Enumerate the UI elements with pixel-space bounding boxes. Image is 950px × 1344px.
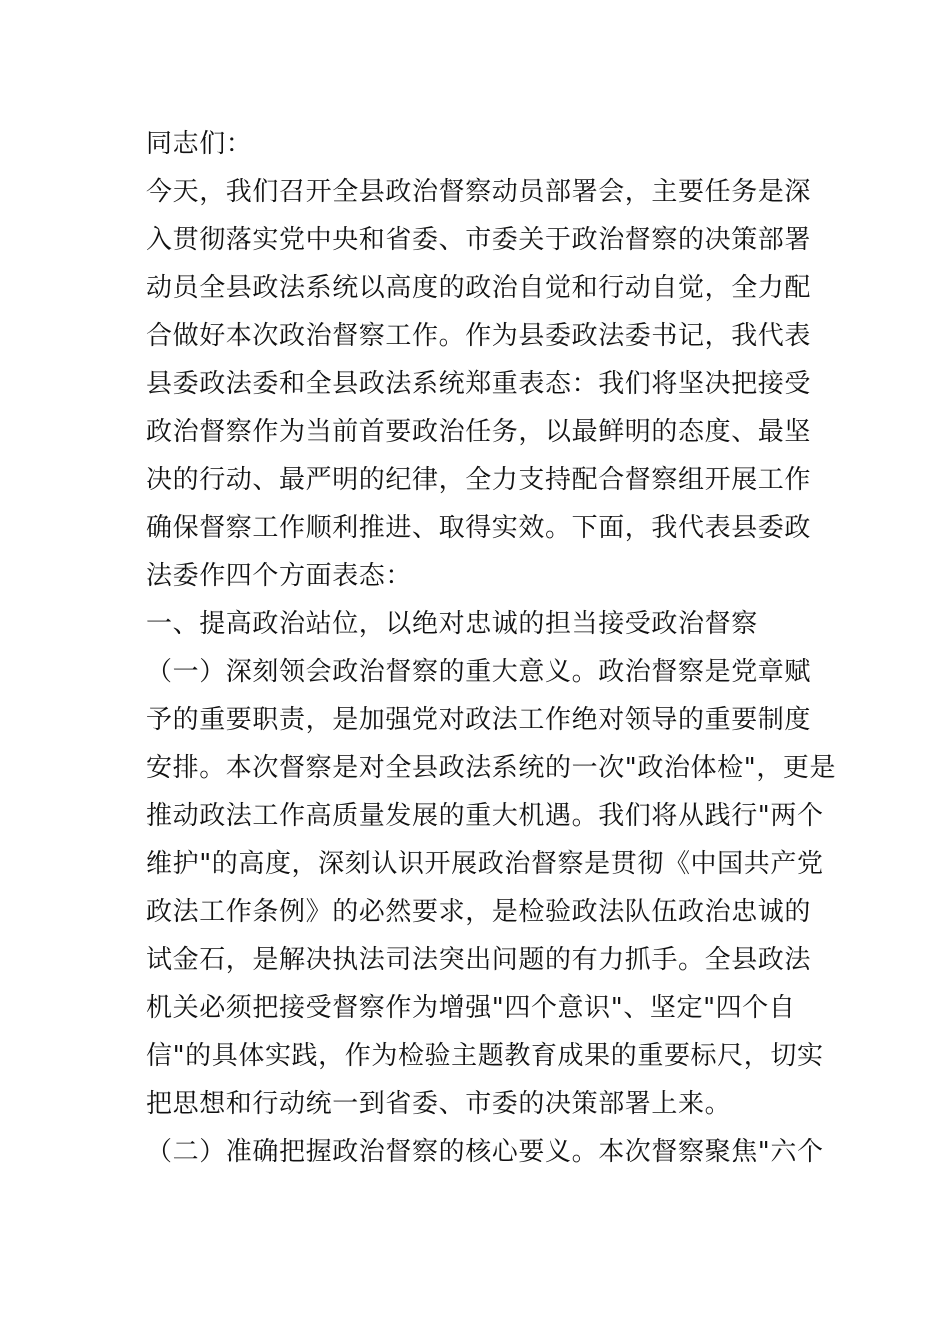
paragraph-line: 政法工作条例》的必然要求，是检验政法队伍政治忠诚的	[146, 897, 812, 927]
paragraph-line: 推动政法工作高质量发展的重大机遇。我们将从践行"两个	[146, 801, 824, 831]
paragraph-line: 确保督察工作顺利推进、取得实效。下面，我代表县委政	[146, 513, 812, 543]
paragraph-line: 决的行动、最严明的纪律，全力支持配合督察组开展工作	[146, 465, 812, 495]
paragraph-line: 机关必须把接受督察作为增强"四个意识"、坚定"四个自	[146, 993, 796, 1023]
paragraph-line: 信"的具体实践，作为检验主题教育成果的重要标尺，切实	[146, 1041, 824, 1071]
paragraph-line: 政治督察作为当前首要政治任务，以最鲜明的态度、最坚	[146, 417, 812, 447]
paragraph-line: 动员全县政法系统以高度的政治自觉和行动自觉，全力配	[146, 273, 812, 303]
paragraph-line: 入贯彻落实党中央和省委、市委关于政治督察的决策部署	[146, 225, 812, 255]
paragraph-line: 予的重要职责，是加强党对政法工作绝对领导的重要制度	[146, 705, 812, 735]
paragraph-line: 今天，我们召开全县政治督察动员部署会，主要任务是深	[146, 177, 812, 207]
paragraph-line: 维护"的高度，深刻认识开展政治督察是贯彻《中国共产党	[146, 849, 824, 879]
paragraph-line: 合做好本次政治督察工作。作为县委政法委书记，我代表	[146, 321, 812, 351]
subsection-line: （一）深刻领会政治督察的重大意义。政治督察是党章赋	[146, 657, 812, 687]
paragraph-line: 法委作四个方面表态：	[146, 561, 413, 591]
section-heading: 一、提高政治站位，以绝对忠诚的担当接受政治督察	[146, 609, 758, 639]
paragraph-line: 把思想和行动统一到省委、市委的决策部署上来。	[146, 1089, 732, 1119]
salutation: 同志们：	[146, 129, 253, 159]
subsection-line: （二）准确把握政治督察的核心要义。本次督察聚焦"六个	[146, 1137, 824, 1167]
paragraph-line: 安排。本次督察是对全县政法系统的一次"政治体检"，更是	[146, 753, 837, 783]
paragraph-line: 试金石，是解决执法司法突出问题的有力抓手。全县政法	[146, 945, 812, 975]
paragraph-line: 县委政法委和全县政法系统郑重表态：我们将坚决把接受	[146, 369, 812, 399]
